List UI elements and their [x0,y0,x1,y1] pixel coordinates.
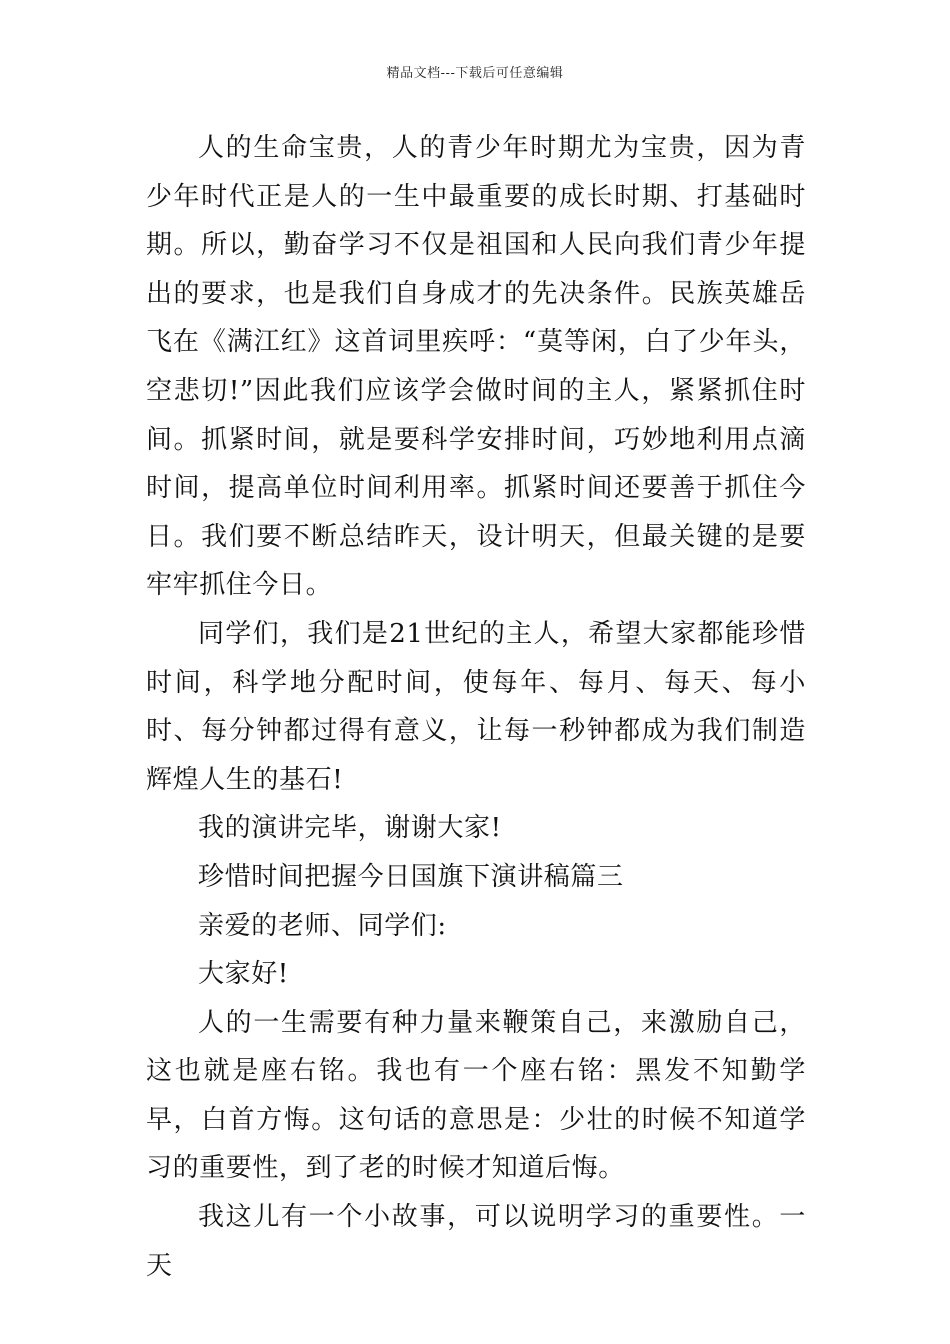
section-title: 珍惜时间把握今日国旗下演讲稿篇三 [198,861,624,892]
paragraph-speech-end: 我的演讲完毕，谢谢大家! [198,813,502,844]
greeting: 大家好! [198,959,289,990]
paragraph-story-start: 我这儿有一个小故事，可以说明学习的重要性。一天 [146,1202,806,1281]
paragraph-motto: 人的一生需要有种力量来鞭策自己，来激励自己，这也就是座右铭。我也有一个座右铭：黑发不知勤学早，白首方悔。这句话的意思是：少壮的时候不知道学习的重要性，到了老的时候才知道后悔。 [146,1007,806,1184]
salutation: 亲爱的老师、同学们: [198,910,447,941]
document-body [146,124,806,1290]
paragraph-classmates-appeal: 同学们，我们是21世纪的主人，希望大家都能珍惜时间，科学地分配时间，使每年、每月、每天、每小时、每分钟都过得有意义，让每一秒钟都成为我们制造辉煌人生的基石! [146,618,806,795]
paragraph-cherish-youth: 人的生命宝贵，人的青少年时期尤为宝贵，因为青少年时代正是人的一生中最重要的成长时期、打基础时期。所以，勤奋学习不仅是祖国和人民向我们青少年提出的要求，也是我们自身成才的先决条件。民族英雄岳飞在《满江红》这首词里疾呼：“莫等闲，白了少年头，空悲切!”因此我们应该学会做时间的主人，紧紧抓住时间。抓紧时间，就是要科学安排时间，巧妙地利用点滴时间，提高单位时间利用率。抓紧时间还要善于抓住今日。我们要不断总结昨天，设计明天，但最关键的是要牢牢抓住今日。 [146,133,806,601]
page-header: 精品文档---下载后可任意编辑 [386,66,564,81]
